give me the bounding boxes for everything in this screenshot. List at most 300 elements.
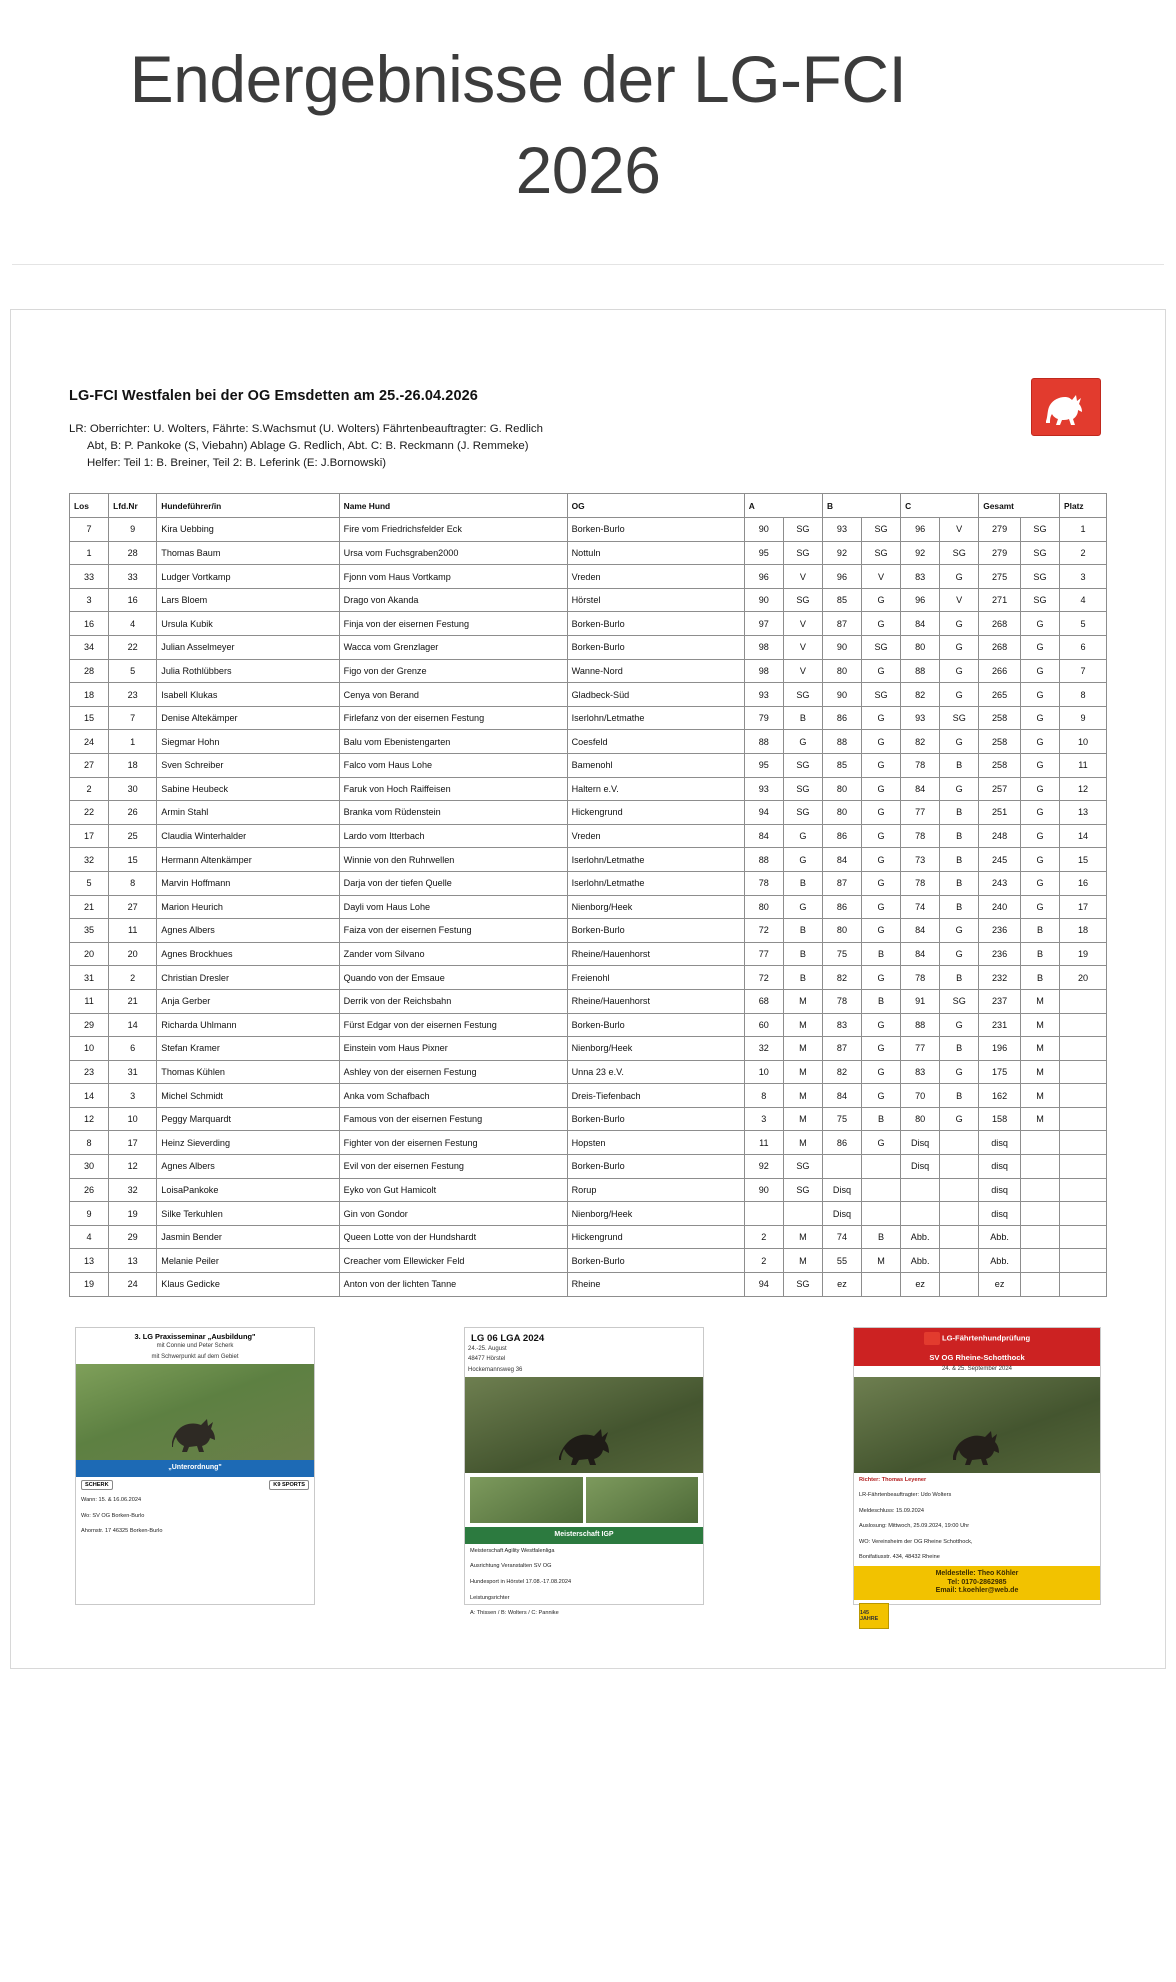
cell-dog-name: Balu vom Ebenistengarten <box>339 730 567 754</box>
cell-c-grade <box>940 1131 979 1155</box>
cell-lfd-nr: 16 <box>109 588 157 612</box>
poster-praxisseminar[interactable] <box>75 1327 315 1605</box>
cell-gesamt-score: 258 <box>979 730 1021 754</box>
cell-a-score: 11 <box>744 1131 783 1155</box>
cell-c-grade <box>940 1225 979 1249</box>
cell-gesamt-score: Abb. <box>979 1249 1021 1273</box>
helpers-line: Helfer: Teil 1: B. Breiner, Teil 2: B. Leferink (E: J.Bornowski) <box>87 456 387 469</box>
cell-handler: Agnes Albers <box>157 1155 339 1179</box>
cell-b-grade: G <box>862 801 901 825</box>
cell-a-score: 2 <box>744 1225 783 1249</box>
cell-b-grade: G <box>862 706 901 730</box>
cell-a-grade: SG <box>783 1178 822 1202</box>
cell-handler: Christian Dresler <box>157 966 339 990</box>
cell-handler: Siegmar Hohn <box>157 730 339 754</box>
cell-a-grade: B <box>783 871 822 895</box>
cell-gesamt-grade <box>1020 1131 1059 1155</box>
cell-los: 29 <box>70 1013 109 1037</box>
cell-a-score: 78 <box>744 871 783 895</box>
cell-c-grade: SG <box>940 989 979 1013</box>
cell-og: Borken-Burlo <box>567 1249 744 1273</box>
table-row <box>70 1273 1107 1297</box>
cell-a-score: 2 <box>744 1249 783 1273</box>
cell-dog-name: Fürst Edgar von der eisernen Festung <box>339 1013 567 1037</box>
cell-c-grade: G <box>940 683 979 707</box>
table-row <box>70 895 1107 919</box>
cell-b-score: 86 <box>822 824 861 848</box>
cell-og: Hickengrund <box>567 801 744 825</box>
cell-b-grade: G <box>862 895 901 919</box>
cell-gesamt-grade: G <box>1020 801 1059 825</box>
cell-los: 34 <box>70 636 109 660</box>
poster-2-band-4: Hundesport in Hörstel 17.08.-17.08.2024 <box>470 1578 572 1585</box>
cell-b-grade <box>862 1178 901 1202</box>
cell-a-grade: SG <box>783 541 822 565</box>
cell-gesamt-grade: G <box>1020 824 1059 848</box>
cell-a-grade: G <box>783 824 822 848</box>
cell-dog-name: Cenya von Berand <box>339 683 567 707</box>
poster-1-footer-3: Ahornstr. 17 46325 Borken-Burlo <box>81 1528 163 1535</box>
cell-los: 8 <box>70 1131 109 1155</box>
cell-los: 26 <box>70 1178 109 1202</box>
cell-a-score: 10 <box>744 1060 783 1084</box>
cell-platz: 5 <box>1060 612 1107 636</box>
cell-b-grade: G <box>862 659 901 683</box>
poster-1-footer-2: Wo: SV OG Borken-Burlo <box>81 1512 145 1519</box>
cell-lfd-nr: 21 <box>109 989 157 1013</box>
cell-los: 13 <box>70 1249 109 1273</box>
cell-los: 17 <box>70 824 109 848</box>
cell-a-grade: SG <box>783 518 822 542</box>
cell-a-score: 96 <box>744 565 783 589</box>
cell-og: Vreden <box>567 565 744 589</box>
poster-faehrtenhundpruefung[interactable] <box>853 1327 1101 1623</box>
cell-b-score: ez <box>822 1273 861 1297</box>
cell-dog-name: Quando von der Emsaue <box>339 966 567 990</box>
cell-c-grade <box>940 1155 979 1179</box>
poster-3-footer: Meldestelle: Theo Köhler <box>935 1569 1019 1577</box>
cell-c-score: 88 <box>901 659 940 683</box>
cell-a-score <box>744 1202 783 1226</box>
mini-crest-icon <box>924 1332 940 1345</box>
cell-b-score: 80 <box>822 777 861 801</box>
th-platz: Platz <box>1060 494 1107 518</box>
cell-platz: 11 <box>1060 753 1107 777</box>
cell-c-score <box>901 1178 940 1202</box>
document-info-block <box>69 421 1107 471</box>
th-dog-name: Name Hund <box>339 494 567 518</box>
cell-og: Vreden <box>567 824 744 848</box>
cell-platz <box>1060 1107 1107 1131</box>
cell-gesamt-grade: G <box>1020 871 1059 895</box>
cell-b-score: 86 <box>822 706 861 730</box>
cell-c-grade: B <box>940 966 979 990</box>
cell-dog-name: Evil von der eisernen Festung <box>339 1155 567 1179</box>
th-los: Los <box>70 494 109 518</box>
cell-a-score: 60 <box>744 1013 783 1037</box>
cell-los: 16 <box>70 612 109 636</box>
cell-gesamt-score: 175 <box>979 1060 1021 1084</box>
cell-gesamt-score: 265 <box>979 683 1021 707</box>
cell-gesamt-score: 266 <box>979 659 1021 683</box>
cell-c-grade <box>940 1178 979 1202</box>
cell-los: 32 <box>70 848 109 872</box>
cell-handler: Ursula Kubik <box>157 612 339 636</box>
westfalen-horse-crest-icon <box>1031 378 1101 436</box>
cell-platz: 9 <box>1060 706 1107 730</box>
cell-b-grade: G <box>862 919 901 943</box>
cell-los: 35 <box>70 919 109 943</box>
cell-lfd-nr: 29 <box>109 1225 157 1249</box>
cell-lfd-nr: 11 <box>109 919 157 943</box>
cell-c-grade: V <box>940 588 979 612</box>
cell-c-grade: B <box>940 824 979 848</box>
table-row <box>70 801 1107 825</box>
cell-platz: 17 <box>1060 895 1107 919</box>
poster-3-body-3: Bonifatiusstr. 434, 48432 Rheine <box>859 1554 940 1561</box>
cell-los: 9 <box>70 1202 109 1226</box>
cell-platz <box>1060 1178 1107 1202</box>
cell-a-grade: B <box>783 919 822 943</box>
cell-c-score: 96 <box>901 518 940 542</box>
cell-gesamt-score: 232 <box>979 966 1021 990</box>
cell-a-grade <box>783 1202 822 1226</box>
cell-a-grade: V <box>783 612 822 636</box>
poster-1-title: 3. LG Praxisseminar „Ausbildung" <box>134 1331 256 1341</box>
cell-a-score: 84 <box>744 824 783 848</box>
cell-og: Hörstel <box>567 588 744 612</box>
poster-3-photo <box>854 1377 1100 1473</box>
results-document <box>10 309 1166 1669</box>
cell-gesamt-grade: G <box>1020 895 1059 919</box>
th-lfd-nr: Lfd.Nr <box>109 494 157 518</box>
cell-handler: Sabine Heubeck <box>157 777 339 801</box>
th-og: OG <box>567 494 744 518</box>
cell-dog-name: Wacca vom Grenzlager <box>339 636 567 660</box>
cell-c-grade: G <box>940 565 979 589</box>
cell-b-grade: SG <box>862 541 901 565</box>
cell-platz: 2 <box>1060 541 1107 565</box>
cell-b-grade: G <box>862 1060 901 1084</box>
cell-og: Dreis-Tiefenbach <box>567 1084 744 1108</box>
cell-dog-name: Fighter von der eisernen Festung <box>339 1131 567 1155</box>
poster-3-body: Auslosung: Mittwoch, 25.09.2024, 19:00 Uhr <box>859 1523 970 1530</box>
cell-dog-name: Famous von der eisernen Festung <box>339 1107 567 1131</box>
poster-2-band-3: Ausrichtung Veranstalten SV OG <box>470 1563 552 1570</box>
cell-c-score: 78 <box>901 824 940 848</box>
cell-a-score: 94 <box>744 801 783 825</box>
cell-platz: 7 <box>1060 659 1107 683</box>
cell-c-score: 96 <box>901 588 940 612</box>
cell-los: 5 <box>70 871 109 895</box>
cell-platz <box>1060 989 1107 1013</box>
cell-og: Borken-Burlo <box>567 1155 744 1179</box>
cell-handler: Thomas Kühlen <box>157 1060 339 1084</box>
cell-handler: Richarda Uhlmann <box>157 1013 339 1037</box>
cell-los: 7 <box>70 518 109 542</box>
cell-dog-name: Faiza von der eisernen Festung <box>339 919 567 943</box>
cell-og: Borken-Burlo <box>567 919 744 943</box>
cell-lfd-nr: 6 <box>109 1037 157 1061</box>
cell-og: Iserlohn/Letmathe <box>567 706 744 730</box>
cell-gesamt-score: 271 <box>979 588 1021 612</box>
cell-og: Coesfeld <box>567 730 744 754</box>
cell-b-score: 82 <box>822 966 861 990</box>
cell-gesamt-score: disq <box>979 1202 1021 1226</box>
cell-b-score: 55 <box>822 1249 861 1273</box>
cell-c-score: 91 <box>901 989 940 1013</box>
cell-platz <box>1060 1060 1107 1084</box>
cell-handler: Hermann Altenkämper <box>157 848 339 872</box>
cell-b-score: 84 <box>822 1084 861 1108</box>
cell-lfd-nr: 8 <box>109 871 157 895</box>
cell-handler: Julia Rothlübbers <box>157 659 339 683</box>
cell-gesamt-grade: M <box>1020 989 1059 1013</box>
cell-gesamt-grade <box>1020 1178 1059 1202</box>
poster-gallery <box>69 1327 1107 1623</box>
cell-og: Iserlohn/Letmathe <box>567 848 744 872</box>
poster-1-photo <box>76 1364 314 1460</box>
cell-c-grade: B <box>940 801 979 825</box>
cell-a-grade: M <box>783 1037 822 1061</box>
cell-lfd-nr: 26 <box>109 801 157 825</box>
cell-gesamt-grade: G <box>1020 636 1059 660</box>
th-section-b: B <box>822 494 900 518</box>
cell-og: Hopsten <box>567 1131 744 1155</box>
results-table <box>69 493 1107 1296</box>
poster-2-thumbnails <box>465 1473 703 1527</box>
cell-c-score: 77 <box>901 1037 940 1061</box>
cell-c-score: 70 <box>901 1084 940 1108</box>
table-row <box>70 1060 1107 1084</box>
cell-los: 10 <box>70 1037 109 1061</box>
cell-b-score: 86 <box>822 895 861 919</box>
table-row <box>70 1202 1107 1226</box>
cell-c-score: 83 <box>901 1060 940 1084</box>
cell-los: 2 <box>70 777 109 801</box>
cell-c-grade: G <box>940 942 979 966</box>
cell-platz <box>1060 1225 1107 1249</box>
cell-handler: Klaus Gedicke <box>157 1273 339 1297</box>
cell-gesamt-grade: M <box>1020 1084 1059 1108</box>
cell-gesamt-grade <box>1020 1249 1059 1273</box>
results-table-body <box>70 518 1107 1297</box>
table-row <box>70 1084 1107 1108</box>
cell-los: 31 <box>70 966 109 990</box>
poster-2-footer-2: A: Thissen / B: Wolters / C: Pannike <box>470 1610 559 1617</box>
table-row <box>70 588 1107 612</box>
cell-gesamt-score: 158 <box>979 1107 1021 1131</box>
cell-los: 11 <box>70 989 109 1013</box>
page-title <box>0 34 1176 216</box>
cell-a-grade: M <box>783 1013 822 1037</box>
cell-b-score: 84 <box>822 848 861 872</box>
cell-los: 19 <box>70 1273 109 1297</box>
cell-c-grade: B <box>940 753 979 777</box>
cell-a-score: 32 <box>744 1037 783 1061</box>
cell-b-grade: G <box>862 1131 901 1155</box>
cell-dog-name: Lardo vom Itterbach <box>339 824 567 848</box>
cell-b-score: 75 <box>822 942 861 966</box>
cell-b-score: 85 <box>822 588 861 612</box>
poster-1-logo-row <box>76 1477 314 1493</box>
cell-gesamt-score: 251 <box>979 801 1021 825</box>
cell-c-score: 88 <box>901 1013 940 1037</box>
cell-handler: Michel Schmidt <box>157 1084 339 1108</box>
cell-lfd-nr: 22 <box>109 636 157 660</box>
cell-gesamt-grade: G <box>1020 848 1059 872</box>
cell-a-score: 80 <box>744 895 783 919</box>
cell-gesamt-grade <box>1020 1225 1059 1249</box>
cell-los: 4 <box>70 1225 109 1249</box>
cell-handler: LoisaPankoke <box>157 1178 339 1202</box>
cell-gesamt-grade: G <box>1020 683 1059 707</box>
cell-c-grade <box>940 1202 979 1226</box>
cell-los: 20 <box>70 942 109 966</box>
header-divider <box>12 264 1164 265</box>
cell-lfd-nr: 3 <box>109 1084 157 1108</box>
cell-handler: Claudia Winterhalder <box>157 824 339 848</box>
cell-lfd-nr: 17 <box>109 1131 157 1155</box>
cell-c-grade: G <box>940 659 979 683</box>
table-row <box>70 1249 1107 1273</box>
cell-lfd-nr: 4 <box>109 612 157 636</box>
cell-los: 24 <box>70 730 109 754</box>
cell-b-grade: G <box>862 1084 901 1108</box>
cell-lfd-nr: 13 <box>109 1249 157 1273</box>
cell-b-score: 80 <box>822 801 861 825</box>
poster-2-band-2: Meisterschaft Agility Westfalenliga <box>470 1547 555 1554</box>
cell-c-score: 92 <box>901 541 940 565</box>
cell-dog-name: Einstein vom Haus Pixner <box>339 1037 567 1061</box>
cell-b-grade: B <box>862 1225 901 1249</box>
cell-gesamt-grade: M <box>1020 1037 1059 1061</box>
poster-lg06-lga-2024[interactable] <box>464 1327 704 1617</box>
cell-lfd-nr: 15 <box>109 848 157 872</box>
poster-2-footer: Leistungsrichter <box>470 1594 510 1601</box>
cell-b-grade: B <box>862 1107 901 1131</box>
cell-dog-name: Falco vom Haus Lohe <box>339 753 567 777</box>
cell-a-score: 95 <box>744 541 783 565</box>
cell-dog-name: Ursa vom Fuchsgraben2000 <box>339 541 567 565</box>
cell-b-score: 87 <box>822 612 861 636</box>
cell-los: 22 <box>70 801 109 825</box>
cell-handler: Peggy Marquardt <box>157 1107 339 1131</box>
poster-3-contact-band <box>854 1566 1100 1600</box>
cell-b-grade <box>862 1202 901 1226</box>
cell-lfd-nr: 19 <box>109 1202 157 1226</box>
cell-lfd-nr: 30 <box>109 777 157 801</box>
cell-c-score <box>901 1202 940 1226</box>
poster-1-subtitle: mit Connie und Peter Scherk <box>156 1343 234 1350</box>
cell-platz: 16 <box>1060 871 1107 895</box>
cell-lfd-nr: 5 <box>109 659 157 683</box>
cell-gesamt-score: 268 <box>979 636 1021 660</box>
cell-dog-name: Anton von der lichten Tanne <box>339 1273 567 1297</box>
table-row <box>70 989 1107 1013</box>
cell-b-score: 88 <box>822 730 861 754</box>
cell-los: 21 <box>70 895 109 919</box>
cell-gesamt-grade: B <box>1020 966 1059 990</box>
cell-c-grade: SG <box>940 706 979 730</box>
cell-c-score: Disq <box>901 1155 940 1179</box>
cell-b-grade: G <box>862 1037 901 1061</box>
cell-los: 23 <box>70 1060 109 1084</box>
cell-a-score: 77 <box>744 942 783 966</box>
cell-b-score: 86 <box>822 1131 861 1155</box>
table-row <box>70 1037 1107 1061</box>
cell-b-grade: G <box>862 966 901 990</box>
cell-a-grade: B <box>783 966 822 990</box>
table-row <box>70 966 1107 990</box>
table-row <box>70 919 1107 943</box>
cell-gesamt-grade: SG <box>1020 541 1059 565</box>
cell-gesamt-grade: B <box>1020 942 1059 966</box>
cell-gesamt-score: 240 <box>979 895 1021 919</box>
cell-a-grade: M <box>783 1131 822 1155</box>
cell-b-score: 85 <box>822 753 861 777</box>
poster-2-thumb-2 <box>586 1477 699 1523</box>
cell-a-grade: B <box>783 942 822 966</box>
th-section-a: A <box>744 494 822 518</box>
cell-og: Nienborg/Heek <box>567 1202 744 1226</box>
cell-platz: 4 <box>1060 588 1107 612</box>
cell-b-score: 87 <box>822 871 861 895</box>
table-row <box>70 848 1107 872</box>
table-row <box>70 824 1107 848</box>
cell-a-score: 8 <box>744 1084 783 1108</box>
cell-a-score: 90 <box>744 518 783 542</box>
cell-gesamt-grade: SG <box>1020 518 1059 542</box>
cell-platz: 6 <box>1060 636 1107 660</box>
cell-gesamt-score: 245 <box>979 848 1021 872</box>
cell-platz: 20 <box>1060 966 1107 990</box>
cell-platz <box>1060 1037 1107 1061</box>
cell-og: Hickengrund <box>567 1225 744 1249</box>
cell-c-score: 80 <box>901 636 940 660</box>
cell-lfd-nr: 27 <box>109 895 157 919</box>
cell-c-score: 78 <box>901 753 940 777</box>
cell-platz: 15 <box>1060 848 1107 872</box>
cell-b-grade: G <box>862 612 901 636</box>
cell-a-grade: M <box>783 1084 822 1108</box>
table-row <box>70 706 1107 730</box>
cell-og: Haltern e.V. <box>567 777 744 801</box>
poster-3-judge: Richter: Thomas Leyener <box>859 1476 927 1483</box>
cell-dog-name: Faruk von Hoch Raiffeisen <box>339 777 567 801</box>
cell-dog-name: Darja von der tiefen Quelle <box>339 871 567 895</box>
cell-dog-name: Winnie von den Ruhrwellen <box>339 848 567 872</box>
cell-b-score: 83 <box>822 1013 861 1037</box>
cell-lfd-nr: 28 <box>109 541 157 565</box>
cell-lfd-nr: 33 <box>109 565 157 589</box>
cell-los: 18 <box>70 683 109 707</box>
cell-los: 28 <box>70 659 109 683</box>
cell-dog-name: Creacher vom Ellewicker Feld <box>339 1249 567 1273</box>
page-header <box>0 0 1176 265</box>
cell-platz <box>1060 1249 1107 1273</box>
page-title-line-1: Endergebnisse der LG-FCI <box>129 42 907 116</box>
cell-c-score: 78 <box>901 966 940 990</box>
cell-og: Freienohl <box>567 966 744 990</box>
cell-los: 3 <box>70 588 109 612</box>
cell-handler: Stefan Kramer <box>157 1037 339 1061</box>
cell-og: Borken-Burlo <box>567 1013 744 1037</box>
cell-a-score: 72 <box>744 919 783 943</box>
cell-c-grade: B <box>940 871 979 895</box>
cell-gesamt-score: 236 <box>979 919 1021 943</box>
cell-b-grade: G <box>862 1013 901 1037</box>
